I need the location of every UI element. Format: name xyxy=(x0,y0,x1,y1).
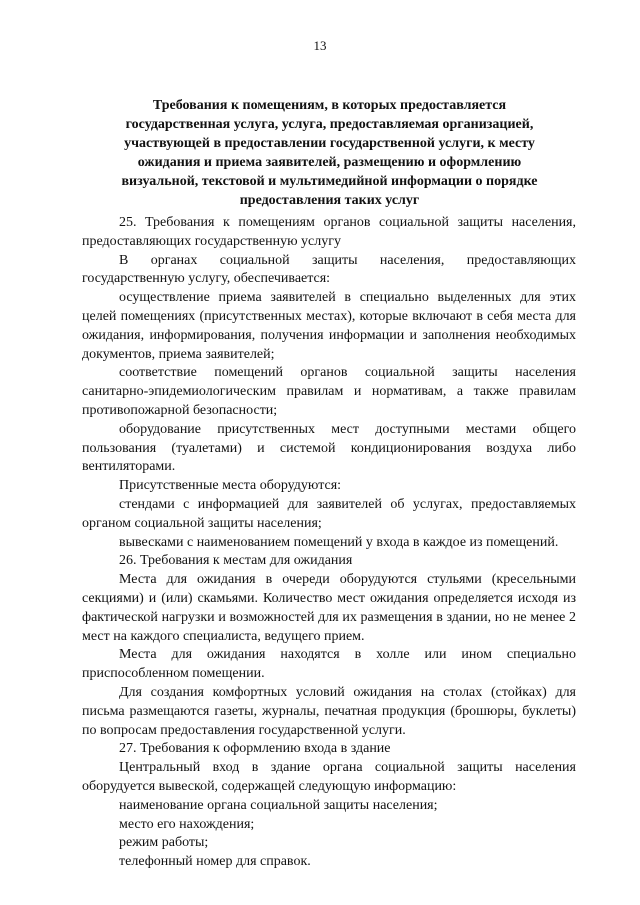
heading-line: государственная услуга, услуга, предоставляемая организацией, xyxy=(125,117,534,132)
list-item: телефонный номер для справок. xyxy=(119,854,311,870)
paragraph: В органах социальной защиты населения, предоставляющих государственную услугу, обеспечивается: xyxy=(82,252,576,287)
list-item: место его нахождения; xyxy=(119,816,255,832)
clause-25-title: 25. Требования к помещениям органов социальной защиты населения, предоставляющих государственную услугу xyxy=(82,215,576,249)
list-item: соответствие помещений органов социальной защиты населения санитарно-эпидемиологическим правилам и нормативам, а также правилам противопожарной безопасности; xyxy=(82,365,576,418)
paragraph: Места для ожидания находятся в холле или ином специально приспособленном помещении. xyxy=(82,647,576,682)
heading-line: Требования к помещениям, в которых предоставляется xyxy=(152,98,507,113)
body-text xyxy=(82,214,576,872)
paragraph: Присутственные места оборудуются: xyxy=(119,478,342,494)
list-item: режим работы; xyxy=(119,835,209,851)
list-item: оборудование присутственных мест доступными местами общего пользования (туалетами) и системой кондиционирования воздуха либо вентиляторами. xyxy=(82,421,576,475)
paragraph: Для создания комфортных условий ожидания на столах (стойках) для письма размещаются газеты, журналы, печатная продукция (брошюры, буклеты) по вопросам предоставления государственной услуги. xyxy=(82,684,576,738)
heading-line: участвующей в предоставлении государственной услуги, к месту xyxy=(124,136,535,151)
paragraph: Места для ожидания в очереди оборудуются стульями (кресельными секциями) и (или) скамьями. Количество мест ожидания определяется исходя из фактической нагрузки и возможностей для их размещения в здании, но не менее 2 мест на каждого специалиста, ведущего прием. xyxy=(82,572,576,644)
page-number: 13 xyxy=(313,38,327,53)
section-heading xyxy=(92,96,567,210)
clause-27-title: 27. Требования к оформлению входа в здание xyxy=(119,741,391,757)
heading-line: предоставления таких услуг xyxy=(239,193,420,208)
list-item: наименование органа социальной защиты населения; xyxy=(119,797,438,813)
heading-line: ожидания и приема заявителей, размещению и оформлению xyxy=(137,155,522,170)
clause-26-title: 26. Требования к местам для ожидания xyxy=(119,553,353,569)
heading-line: визуальной, текстовой и мультимедийной информации о порядке xyxy=(121,174,538,189)
list-item: вывесками с наименованием помещений у входа в каждое из помещений. xyxy=(119,534,559,550)
list-item: осуществление приема заявителей в специально выделенных для этих целей помещениях (присутственных местах), которые включают в себя места для ожидания, информирования, получения информации и заполнения необходимых документов, приема заявителей; xyxy=(82,290,576,362)
list-item: стендами с информацией для заявителей об услугах, предоставляемых органом социальной защиты населения; xyxy=(82,496,576,531)
paragraph: Центральный вход в здание органа социальной защиты населения оборудуется вывеской, содержащей следующую информацию: xyxy=(82,760,576,794)
